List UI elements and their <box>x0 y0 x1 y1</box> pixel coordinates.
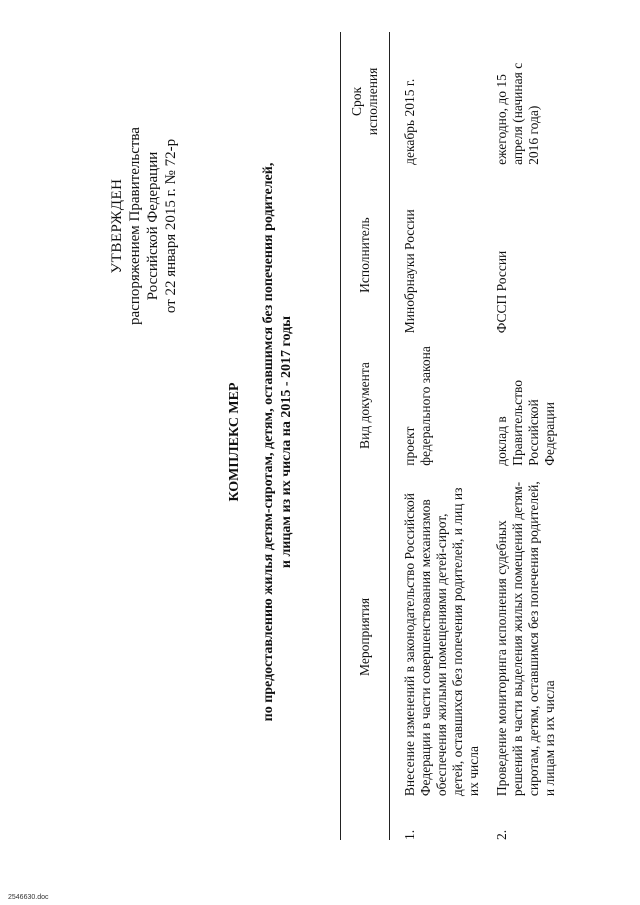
row-measure: Проведение мониторинга исполнения судебных решений в части выделения жилых помещений детям-сиротам, детям, оставшимся без попечения родителей, и лицам из их числа <box>494 481 557 797</box>
approval-heading: УТВЕРЖДЕН <box>109 178 125 274</box>
row-executor: ФССП России <box>494 250 509 334</box>
header-term <box>341 32 390 171</box>
document-title <box>226 62 296 822</box>
header-executor: Исполнитель <box>341 171 390 339</box>
measures-table <box>340 32 564 840</box>
approval-line-1: распоряжением Правительства <box>127 127 143 325</box>
row-document: проект федерального закона <box>402 346 433 466</box>
header-term-line-2: исполнения <box>365 67 380 136</box>
header-measure: Мероприятия <box>341 472 390 802</box>
table-header-row <box>341 32 390 840</box>
table-row <box>390 32 483 840</box>
row-term: ежегодно, до 15 апреля (начиная с 2016 года) <box>494 62 541 165</box>
footer-filename: 2546630.doc <box>8 894 49 901</box>
title-main: КОМПЛЕКС МЕР <box>227 382 242 502</box>
table-row <box>482 32 564 840</box>
header-number <box>341 802 390 840</box>
header-term-line-1: Срок <box>349 86 364 116</box>
approval-line-2: Российской Федерации <box>145 151 161 301</box>
rotated-page <box>40 22 600 882</box>
row-measure: Внесение изменений в законодательство Российской Федерации в части совершенствования механизмов обеспечения жилыми помещениями детей-сирот, детей, оставшихся без попечения родителей, и лиц из их числа <box>402 487 481 797</box>
header-document: Вид документа <box>341 339 390 472</box>
approval-block <box>108 46 180 406</box>
row-term: декабрь 2015 г. <box>402 78 417 165</box>
approval-line-3: от 22 января 2015 г. № 72-р <box>163 138 179 314</box>
title-line-1: по предоставлению жилья детям-сиротам, детям, оставшимся без попечения родителей, <box>261 162 276 722</box>
row-number: 1. <box>402 829 417 840</box>
row-document: доклад в Правительство Российской Федерации <box>494 379 557 466</box>
row-executor: Минобрнауки России <box>402 209 417 334</box>
row-number: 2. <box>494 829 509 840</box>
title-line-2: и лицам из их числа на 2015 - 2017 годы <box>279 315 294 569</box>
